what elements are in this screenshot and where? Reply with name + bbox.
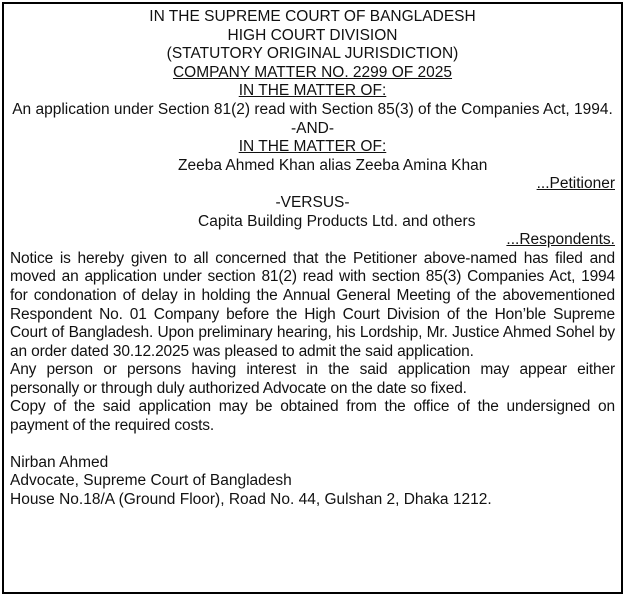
application-description: An application under Section 81(2) read with Section 85(3) of the Companies Act, 1994.: [12, 100, 613, 118]
petitioner-role: ...Petitioner: [536, 175, 615, 193]
spacer: [10, 436, 615, 454]
notice-paragraph-1: Notice is hereby given to all concerned that the Petitioner above-named has filed and moved an application under section 81(2) read with section 85(3) Companies Act, 1994 for condonation of delay in holding the Annual General Meeting of the abovementioned Respondent No. 01 Company before the High Court Division of the Hon’ble Supreme Court of Bangladesh. Upon preliminary hearing, his Lordship, Mr. Justice Ahmed Sohel by an order dated 30.12.2025 was pleased to admit the said application.: [10, 249, 615, 360]
division-name: HIGH COURT DIVISION: [227, 26, 398, 44]
respondent-role: ...Respondents.: [506, 231, 615, 249]
court-name: IN THE SUPREME COURT OF BANGLADESH: [149, 8, 476, 25]
versus-separator: -VERSUS-: [275, 193, 350, 211]
notice-paragraph-2: Any person or persons having interest in the said application may appear either personally or through duly authorized Advocate on the date so fixed.: [10, 361, 615, 397]
notice-paragraph-3: Copy of the said application may be obtained from the office of the undersigned on payment of the required costs.: [10, 398, 615, 435]
advocate-name: Nirban Ahmed: [10, 453, 109, 471]
jurisdiction: (STATUTORY ORIGINAL JURISDICTION): [166, 45, 459, 63]
in-the-matter-heading-2: IN THE MATTER OF:: [238, 138, 387, 156]
advocate-address: House No.18/A (Ground Floor), Road No. 44, Gulshan 2, Dhaka 1212.: [10, 490, 492, 508]
in-the-matter-heading-1: IN THE MATTER OF:: [238, 82, 387, 100]
matter-number: COMPANY MATTER NO. 2299 OF 2025: [172, 63, 453, 81]
and-separator: -AND-: [290, 119, 335, 137]
legal-notice: [2, 2, 623, 594]
respondent-name: Capita Building Products Ltd. and others: [198, 212, 476, 230]
advocate-title: Advocate, Supreme Court of Bangladesh: [10, 472, 292, 490]
petitioner-name: Zeeba Ahmed Khan alias Zeeba Amina Khan: [178, 156, 488, 174]
